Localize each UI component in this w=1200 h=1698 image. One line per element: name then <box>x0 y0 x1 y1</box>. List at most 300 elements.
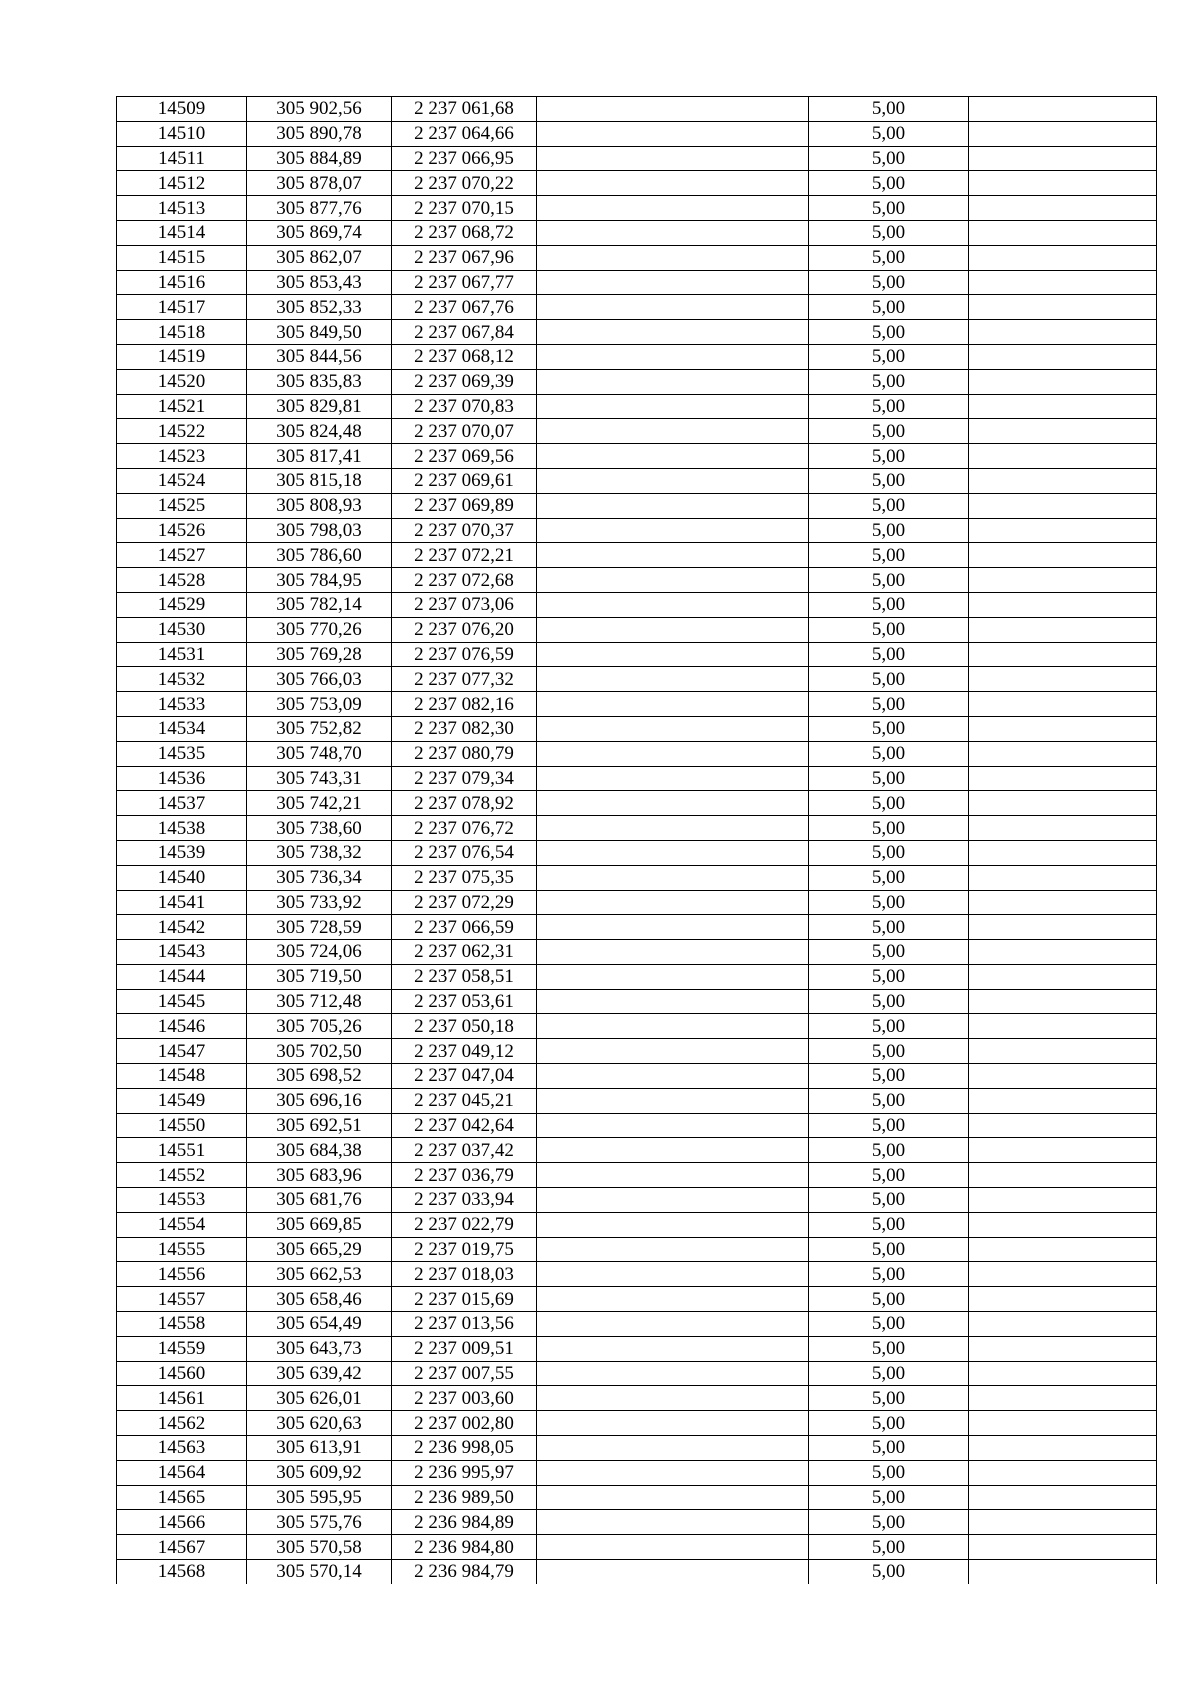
empty-cell <box>537 1535 809 1560</box>
value-cell: 5,00 <box>809 1138 969 1163</box>
table-row <box>117 518 1157 543</box>
empty-cell <box>969 915 1157 940</box>
y-coordinate-cell: 2 236 998,05 <box>392 1436 537 1461</box>
point-number-cell: 14520 <box>117 369 247 394</box>
empty-cell <box>537 1113 809 1138</box>
value-cell: 5,00 <box>809 468 969 493</box>
empty-cell <box>969 1262 1157 1287</box>
table-row <box>117 1237 1157 1262</box>
empty-cell <box>537 369 809 394</box>
value-cell: 5,00 <box>809 816 969 841</box>
empty-cell <box>969 518 1157 543</box>
point-number-cell: 14543 <box>117 940 247 965</box>
x-coordinate-cell: 305 770,26 <box>247 617 392 642</box>
empty-cell <box>537 692 809 717</box>
y-coordinate-cell: 2 237 022,79 <box>392 1212 537 1237</box>
table-row <box>117 617 1157 642</box>
x-coordinate-cell: 305 798,03 <box>247 518 392 543</box>
table-row <box>117 1411 1157 1436</box>
point-number-cell: 14522 <box>117 419 247 444</box>
value-cell: 5,00 <box>809 865 969 890</box>
empty-cell <box>969 865 1157 890</box>
y-coordinate-cell: 2 237 013,56 <box>392 1312 537 1337</box>
point-number-cell: 14564 <box>117 1460 247 1485</box>
point-number-cell: 14546 <box>117 1014 247 1039</box>
y-coordinate-cell: 2 237 037,42 <box>392 1138 537 1163</box>
point-number-cell: 14538 <box>117 816 247 841</box>
table-row <box>117 568 1157 593</box>
x-coordinate-cell: 305 835,83 <box>247 369 392 394</box>
y-coordinate-cell: 2 237 003,60 <box>392 1386 537 1411</box>
value-cell: 5,00 <box>809 493 969 518</box>
empty-cell <box>537 642 809 667</box>
x-coordinate-cell: 305 662,53 <box>247 1262 392 1287</box>
x-coordinate-cell: 305 869,74 <box>247 220 392 245</box>
empty-cell <box>969 146 1157 171</box>
x-coordinate-cell: 305 884,89 <box>247 146 392 171</box>
table-row <box>117 890 1157 915</box>
point-number-cell: 14545 <box>117 989 247 1014</box>
x-coordinate-cell: 305 853,43 <box>247 270 392 295</box>
empty-cell <box>969 1361 1157 1386</box>
empty-cell <box>537 964 809 989</box>
x-coordinate-cell: 305 609,92 <box>247 1460 392 1485</box>
value-cell: 5,00 <box>809 1460 969 1485</box>
empty-cell <box>969 1237 1157 1262</box>
x-coordinate-cell: 305 595,95 <box>247 1485 392 1510</box>
x-coordinate-cell: 305 733,92 <box>247 890 392 915</box>
y-coordinate-cell: 2 237 042,64 <box>392 1113 537 1138</box>
value-cell: 5,00 <box>809 444 969 469</box>
value-cell: 5,00 <box>809 741 969 766</box>
y-coordinate-cell: 2 237 072,21 <box>392 543 537 568</box>
value-cell: 5,00 <box>809 568 969 593</box>
table-row <box>117 493 1157 518</box>
value-cell: 5,00 <box>809 667 969 692</box>
point-number-cell: 14566 <box>117 1510 247 1535</box>
value-cell: 5,00 <box>809 1064 969 1089</box>
value-cell: 5,00 <box>809 1237 969 1262</box>
value-cell: 5,00 <box>809 270 969 295</box>
point-number-cell: 14512 <box>117 171 247 196</box>
empty-cell <box>537 816 809 841</box>
table-row <box>117 220 1157 245</box>
x-coordinate-cell: 305 570,58 <box>247 1535 392 1560</box>
x-coordinate-cell: 305 719,50 <box>247 964 392 989</box>
x-coordinate-cell: 305 669,85 <box>247 1212 392 1237</box>
table-row <box>117 1312 1157 1337</box>
empty-cell <box>537 716 809 741</box>
value-cell: 5,00 <box>809 1262 969 1287</box>
value-cell: 5,00 <box>809 1088 969 1113</box>
point-number-cell: 14567 <box>117 1535 247 1560</box>
y-coordinate-cell: 2 237 069,61 <box>392 468 537 493</box>
x-coordinate-cell: 305 808,93 <box>247 493 392 518</box>
empty-cell <box>969 1138 1157 1163</box>
point-number-cell: 14551 <box>117 1138 247 1163</box>
value-cell: 5,00 <box>809 146 969 171</box>
coordinates-table <box>116 96 1157 1584</box>
point-number-cell: 14527 <box>117 543 247 568</box>
x-coordinate-cell: 305 784,95 <box>247 568 392 593</box>
empty-cell <box>537 1138 809 1163</box>
table-row <box>117 840 1157 865</box>
empty-cell <box>537 97 809 122</box>
y-coordinate-cell: 2 237 073,06 <box>392 592 537 617</box>
empty-cell <box>969 97 1157 122</box>
point-number-cell: 14550 <box>117 1113 247 1138</box>
value-cell: 5,00 <box>809 295 969 320</box>
point-number-cell: 14561 <box>117 1386 247 1411</box>
empty-cell <box>969 270 1157 295</box>
empty-cell <box>537 1014 809 1039</box>
y-coordinate-cell: 2 236 984,80 <box>392 1535 537 1560</box>
empty-cell <box>969 1460 1157 1485</box>
value-cell: 5,00 <box>809 1113 969 1138</box>
empty-cell <box>969 716 1157 741</box>
empty-cell <box>537 1237 809 1262</box>
value-cell: 5,00 <box>809 1212 969 1237</box>
table-row <box>117 865 1157 890</box>
empty-cell <box>969 1336 1157 1361</box>
y-coordinate-cell: 2 237 067,96 <box>392 245 537 270</box>
empty-cell <box>969 791 1157 816</box>
x-coordinate-cell: 305 684,38 <box>247 1138 392 1163</box>
point-number-cell: 14536 <box>117 766 247 791</box>
empty-cell <box>537 245 809 270</box>
x-coordinate-cell: 305 705,26 <box>247 1014 392 1039</box>
table-row <box>117 146 1157 171</box>
empty-cell <box>969 940 1157 965</box>
table-row <box>117 1138 1157 1163</box>
table-row <box>117 270 1157 295</box>
y-coordinate-cell: 2 237 049,12 <box>392 1039 537 1064</box>
point-number-cell: 14554 <box>117 1212 247 1237</box>
value-cell: 5,00 <box>809 1039 969 1064</box>
empty-cell <box>537 890 809 915</box>
value-cell: 5,00 <box>809 419 969 444</box>
value-cell: 5,00 <box>809 1485 969 1510</box>
empty-cell <box>969 493 1157 518</box>
y-coordinate-cell: 2 237 033,94 <box>392 1188 537 1213</box>
value-cell: 5,00 <box>809 964 969 989</box>
x-coordinate-cell: 305 849,50 <box>247 320 392 345</box>
point-number-cell: 14510 <box>117 121 247 146</box>
empty-cell <box>969 1535 1157 1560</box>
empty-cell <box>537 543 809 568</box>
y-coordinate-cell: 2 237 061,68 <box>392 97 537 122</box>
x-coordinate-cell: 305 748,70 <box>247 741 392 766</box>
y-coordinate-cell: 2 237 067,84 <box>392 320 537 345</box>
x-coordinate-cell: 305 743,31 <box>247 766 392 791</box>
empty-cell <box>969 1510 1157 1535</box>
empty-cell <box>537 1188 809 1213</box>
empty-cell <box>537 791 809 816</box>
x-coordinate-cell: 305 639,42 <box>247 1361 392 1386</box>
point-number-cell: 14530 <box>117 617 247 642</box>
point-number-cell: 14553 <box>117 1188 247 1213</box>
table-row <box>117 1510 1157 1535</box>
empty-cell <box>969 295 1157 320</box>
empty-cell <box>969 543 1157 568</box>
empty-cell <box>969 1287 1157 1312</box>
x-coordinate-cell: 305 769,28 <box>247 642 392 667</box>
point-number-cell: 14558 <box>117 1312 247 1337</box>
point-number-cell: 14523 <box>117 444 247 469</box>
value-cell: 5,00 <box>809 245 969 270</box>
value-cell: 5,00 <box>809 840 969 865</box>
y-coordinate-cell: 2 237 050,18 <box>392 1014 537 1039</box>
table-row <box>117 1535 1157 1560</box>
table-row <box>117 196 1157 221</box>
point-number-cell: 14524 <box>117 468 247 493</box>
table-row <box>117 766 1157 791</box>
table-row <box>117 716 1157 741</box>
point-number-cell: 14516 <box>117 270 247 295</box>
y-coordinate-cell: 2 237 069,89 <box>392 493 537 518</box>
point-number-cell: 14540 <box>117 865 247 890</box>
x-coordinate-cell: 305 696,16 <box>247 1088 392 1113</box>
value-cell: 5,00 <box>809 716 969 741</box>
x-coordinate-cell: 305 658,46 <box>247 1287 392 1312</box>
y-coordinate-cell: 2 237 067,77 <box>392 270 537 295</box>
empty-cell <box>537 444 809 469</box>
point-number-cell: 14544 <box>117 964 247 989</box>
point-number-cell: 14555 <box>117 1237 247 1262</box>
empty-cell <box>537 840 809 865</box>
y-coordinate-cell: 2 237 076,20 <box>392 617 537 642</box>
table-row <box>117 394 1157 419</box>
table-row <box>117 915 1157 940</box>
table-row <box>117 1262 1157 1287</box>
point-number-cell: 14541 <box>117 890 247 915</box>
y-coordinate-cell: 2 237 007,55 <box>392 1361 537 1386</box>
point-number-cell: 14515 <box>117 245 247 270</box>
table-row <box>117 171 1157 196</box>
empty-cell <box>537 617 809 642</box>
value-cell: 5,00 <box>809 320 969 345</box>
value-cell: 5,00 <box>809 220 969 245</box>
empty-cell <box>537 1436 809 1461</box>
point-number-cell: 14565 <box>117 1485 247 1510</box>
y-coordinate-cell: 2 237 045,21 <box>392 1088 537 1113</box>
table-row <box>117 1212 1157 1237</box>
y-coordinate-cell: 2 237 080,79 <box>392 741 537 766</box>
table-row <box>117 1336 1157 1361</box>
y-coordinate-cell: 2 237 053,61 <box>392 989 537 1014</box>
x-coordinate-cell: 305 902,56 <box>247 97 392 122</box>
table-row <box>117 1436 1157 1461</box>
empty-cell <box>969 592 1157 617</box>
empty-cell <box>537 1361 809 1386</box>
point-number-cell: 14552 <box>117 1163 247 1188</box>
y-coordinate-cell: 2 237 070,15 <box>392 196 537 221</box>
point-number-cell: 14528 <box>117 568 247 593</box>
value-cell: 5,00 <box>809 1361 969 1386</box>
table-row <box>117 940 1157 965</box>
value-cell: 5,00 <box>809 915 969 940</box>
empty-cell <box>969 989 1157 1014</box>
empty-cell <box>969 741 1157 766</box>
value-cell: 5,00 <box>809 543 969 568</box>
point-number-cell: 14513 <box>117 196 247 221</box>
empty-cell <box>969 320 1157 345</box>
y-coordinate-cell: 2 237 076,72 <box>392 816 537 841</box>
table-row <box>117 1361 1157 1386</box>
table-row <box>117 369 1157 394</box>
y-coordinate-cell: 2 237 077,32 <box>392 667 537 692</box>
x-coordinate-cell: 305 862,07 <box>247 245 392 270</box>
value-cell: 5,00 <box>809 692 969 717</box>
y-coordinate-cell: 2 237 019,75 <box>392 1237 537 1262</box>
value-cell: 5,00 <box>809 1163 969 1188</box>
empty-cell <box>537 468 809 493</box>
y-coordinate-cell: 2 237 070,37 <box>392 518 537 543</box>
empty-cell <box>537 1039 809 1064</box>
value-cell: 5,00 <box>809 121 969 146</box>
table-row <box>117 543 1157 568</box>
x-coordinate-cell: 305 665,29 <box>247 1237 392 1262</box>
value-cell: 5,00 <box>809 1436 969 1461</box>
table-row <box>117 667 1157 692</box>
empty-cell <box>537 1064 809 1089</box>
table-row <box>117 741 1157 766</box>
empty-cell <box>537 1336 809 1361</box>
x-coordinate-cell: 305 654,49 <box>247 1312 392 1337</box>
value-cell: 5,00 <box>809 1535 969 1560</box>
empty-cell <box>537 1386 809 1411</box>
y-coordinate-cell: 2 236 995,97 <box>392 1460 537 1485</box>
point-number-cell: 14556 <box>117 1262 247 1287</box>
y-coordinate-cell: 2 237 002,80 <box>392 1411 537 1436</box>
x-coordinate-cell: 305 712,48 <box>247 989 392 1014</box>
table-row <box>117 642 1157 667</box>
x-coordinate-cell: 305 736,34 <box>247 865 392 890</box>
value-cell: 5,00 <box>809 1560 969 1584</box>
x-coordinate-cell: 305 692,51 <box>247 1113 392 1138</box>
table-row <box>117 295 1157 320</box>
value-cell: 5,00 <box>809 1014 969 1039</box>
y-coordinate-cell: 2 237 076,59 <box>392 642 537 667</box>
x-coordinate-cell: 305 878,07 <box>247 171 392 196</box>
empty-cell <box>969 468 1157 493</box>
empty-cell <box>969 1312 1157 1337</box>
y-coordinate-cell: 2 237 082,16 <box>392 692 537 717</box>
y-coordinate-cell: 2 237 066,59 <box>392 915 537 940</box>
empty-cell <box>969 1188 1157 1213</box>
x-coordinate-cell: 305 824,48 <box>247 419 392 444</box>
empty-cell <box>537 220 809 245</box>
y-coordinate-cell: 2 237 066,95 <box>392 146 537 171</box>
y-coordinate-cell: 2 237 018,03 <box>392 1262 537 1287</box>
table-row <box>117 320 1157 345</box>
empty-cell <box>537 320 809 345</box>
empty-cell <box>969 1560 1157 1584</box>
table-row <box>117 121 1157 146</box>
point-number-cell: 14521 <box>117 394 247 419</box>
point-number-cell: 14563 <box>117 1436 247 1461</box>
y-coordinate-cell: 2 237 058,51 <box>392 964 537 989</box>
table-row <box>117 245 1157 270</box>
empty-cell <box>537 493 809 518</box>
x-coordinate-cell: 305 738,60 <box>247 816 392 841</box>
point-number-cell: 14568 <box>117 1560 247 1584</box>
y-coordinate-cell: 2 236 989,50 <box>392 1485 537 1510</box>
value-cell: 5,00 <box>809 890 969 915</box>
y-coordinate-cell: 2 237 079,34 <box>392 766 537 791</box>
empty-cell <box>537 940 809 965</box>
empty-cell <box>969 1436 1157 1461</box>
empty-cell <box>537 121 809 146</box>
x-coordinate-cell: 305 728,59 <box>247 915 392 940</box>
empty-cell <box>969 220 1157 245</box>
value-cell: 5,00 <box>809 1386 969 1411</box>
empty-cell <box>537 146 809 171</box>
point-number-cell: 14534 <box>117 716 247 741</box>
x-coordinate-cell: 305 877,76 <box>247 196 392 221</box>
table-row <box>117 419 1157 444</box>
point-number-cell: 14511 <box>117 146 247 171</box>
empty-cell <box>537 568 809 593</box>
y-coordinate-cell: 2 237 064,66 <box>392 121 537 146</box>
point-number-cell: 14533 <box>117 692 247 717</box>
empty-cell <box>969 1485 1157 1510</box>
empty-cell <box>969 642 1157 667</box>
empty-cell <box>969 1163 1157 1188</box>
point-number-cell: 14549 <box>117 1088 247 1113</box>
table-row <box>117 1113 1157 1138</box>
empty-cell <box>537 1485 809 1510</box>
point-number-cell: 14509 <box>117 97 247 122</box>
value-cell: 5,00 <box>809 617 969 642</box>
x-coordinate-cell: 305 681,76 <box>247 1188 392 1213</box>
x-coordinate-cell: 305 738,32 <box>247 840 392 865</box>
point-number-cell: 14559 <box>117 1336 247 1361</box>
table-row <box>117 1088 1157 1113</box>
x-coordinate-cell: 305 683,96 <box>247 1163 392 1188</box>
point-number-cell: 14531 <box>117 642 247 667</box>
value-cell: 5,00 <box>809 97 969 122</box>
x-coordinate-cell: 305 626,01 <box>247 1386 392 1411</box>
empty-cell <box>969 568 1157 593</box>
value-cell: 5,00 <box>809 1411 969 1436</box>
y-coordinate-cell: 2 237 069,56 <box>392 444 537 469</box>
value-cell: 5,00 <box>809 171 969 196</box>
y-coordinate-cell: 2 237 068,12 <box>392 344 537 369</box>
table-row <box>117 1188 1157 1213</box>
empty-cell <box>537 419 809 444</box>
empty-cell <box>969 890 1157 915</box>
y-coordinate-cell: 2 237 067,76 <box>392 295 537 320</box>
value-cell: 5,00 <box>809 196 969 221</box>
point-number-cell: 14539 <box>117 840 247 865</box>
y-coordinate-cell: 2 237 078,92 <box>392 791 537 816</box>
y-coordinate-cell: 2 237 015,69 <box>392 1287 537 1312</box>
empty-cell <box>969 766 1157 791</box>
empty-cell <box>537 1560 809 1584</box>
point-number-cell: 14532 <box>117 667 247 692</box>
value-cell: 5,00 <box>809 344 969 369</box>
x-coordinate-cell: 305 782,14 <box>247 592 392 617</box>
value-cell: 5,00 <box>809 592 969 617</box>
point-number-cell: 14526 <box>117 518 247 543</box>
table-row <box>117 816 1157 841</box>
coordinates-table-body <box>117 97 1157 1584</box>
y-coordinate-cell: 2 237 047,04 <box>392 1064 537 1089</box>
empty-cell <box>969 171 1157 196</box>
value-cell: 5,00 <box>809 791 969 816</box>
empty-cell <box>537 1312 809 1337</box>
